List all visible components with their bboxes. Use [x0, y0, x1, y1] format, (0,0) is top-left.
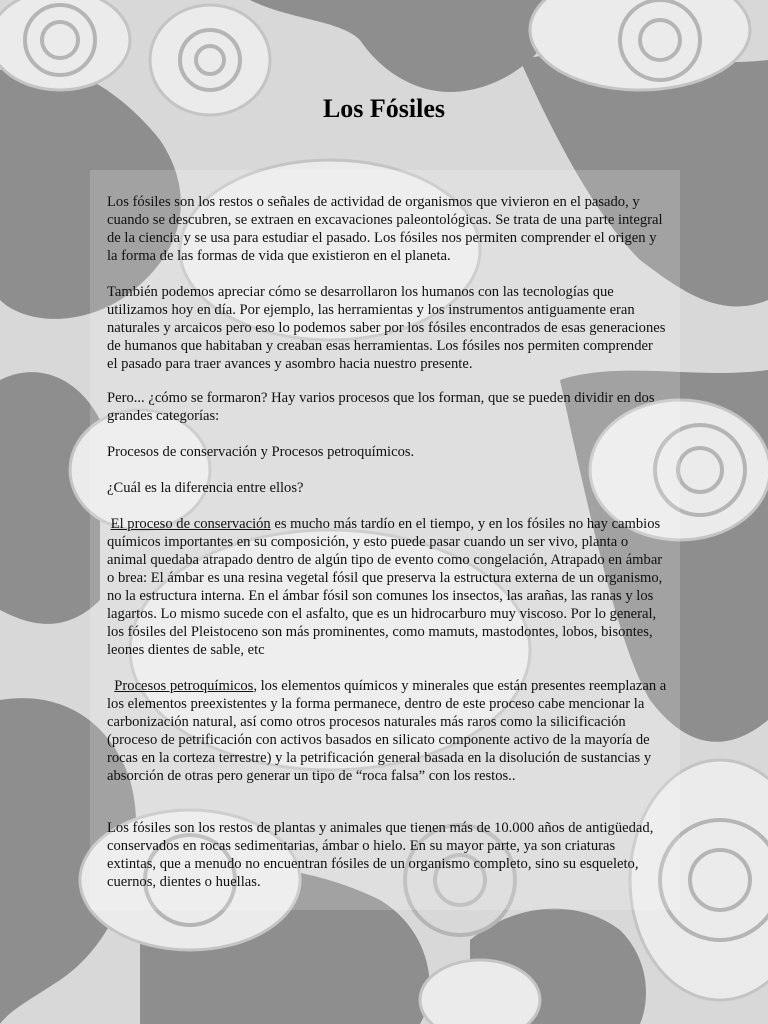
conservation-process-term: El proceso de conservación: [110, 516, 271, 532]
paragraph-human-technology: También podemos apreciar cómo se desarrollaron los humanos con las tecnologías que utilizamos hoy en día. Por ejemplo, las herramientas y los instrumentos antiguamente eran naturales y arcaicos pero eso lo podemos saber por los fósiles encontrados de esas generaciones de humanos que habitaban y creaban esas herramientas. Los fósiles nos permiten comprender el pasado para traer avances y asombro hacia nuestro presente.: [107, 284, 666, 372]
paragraph-fossil-summary: Los fósiles son los restos de plantas y animales que tienen más de 10.000 años de antigüedad, conservados en rocas sedimentarias, ámbar o hielo. En su mayor parte, ya son criaturas extintas, que a menudo no encuentran fósiles de un organismo completo, sino su esqueleto, cuernos, dientes o huellas.: [107, 820, 654, 890]
paragraph-petrochemical-process: [107, 677, 667, 785]
petrochemical-process-text: , los elementos químicos y minerales que están presentes reemplazan a los elementos preexistentes y la forma permanece, dentro de este proceso cabe mencionar la carbonización natural, así como otros procesos naturales más raros como la silicificación (proceso de petrificación con activos basados en silicato componente activo de la mayoría de rocas en la corteza terrestre) y la petrificación general basada en la disolución de sustancias y absorción de otras pero generar un tipo de “roca falsa” con los restos..: [107, 678, 667, 784]
conservation-process-text: es mucho más tardío en el tiempo, y en los fósiles no hay cambios químicos importantes en su composición, y esto puede pasar cuando un ser vivo, planta o animal quedaba atrapado dentro de algún tipo de evento como congelación, Atrapado en ámbar o brea: El ámbar es una resina vegetal fósil que preserva la estructura externa de un organismo, no la estructura interna. En el ámbar fósil son comunes los insectos, las arañas, las ranas y los lagartos. Lo mismo sucede con el asfalto, que es un hidrocarburo muy viscoso. Por lo general, los fósiles del Pleistoceno son más prominentes, como mamuts, mastodontes, lobos, bisontes, leones dientes de sable, etc: [107, 516, 663, 658]
paragraph-formation-question: Pero... ¿cómo se formaron? Hay varios procesos que los forman, que se pueden dividir en dos grandes categorías:: [107, 390, 655, 424]
paragraph-definition: Los fósiles son los restos o señales de actividad de organismos que vivieron en el pasado, y cuando se descubren, se extraen en excavaciones paleontológicas. Se trata de una parte integral de la ciencia y se usa para estudiar el pasado. Los fósiles nos permiten comprender el origen y la forma de las formas de vida que existieron en el planeta.: [107, 194, 663, 264]
paragraph-difference-question: ¿Cuál es la diferencia entre ellos?: [107, 480, 304, 496]
page-title: Los Fósiles: [322, 94, 446, 123]
paragraph-conservation-process: [107, 515, 667, 659]
paragraph-process-categories: Procesos de conservación y Procesos petroquímicos.: [107, 444, 415, 460]
petrochemical-process-term: Procesos petroquímicos: [114, 678, 254, 694]
